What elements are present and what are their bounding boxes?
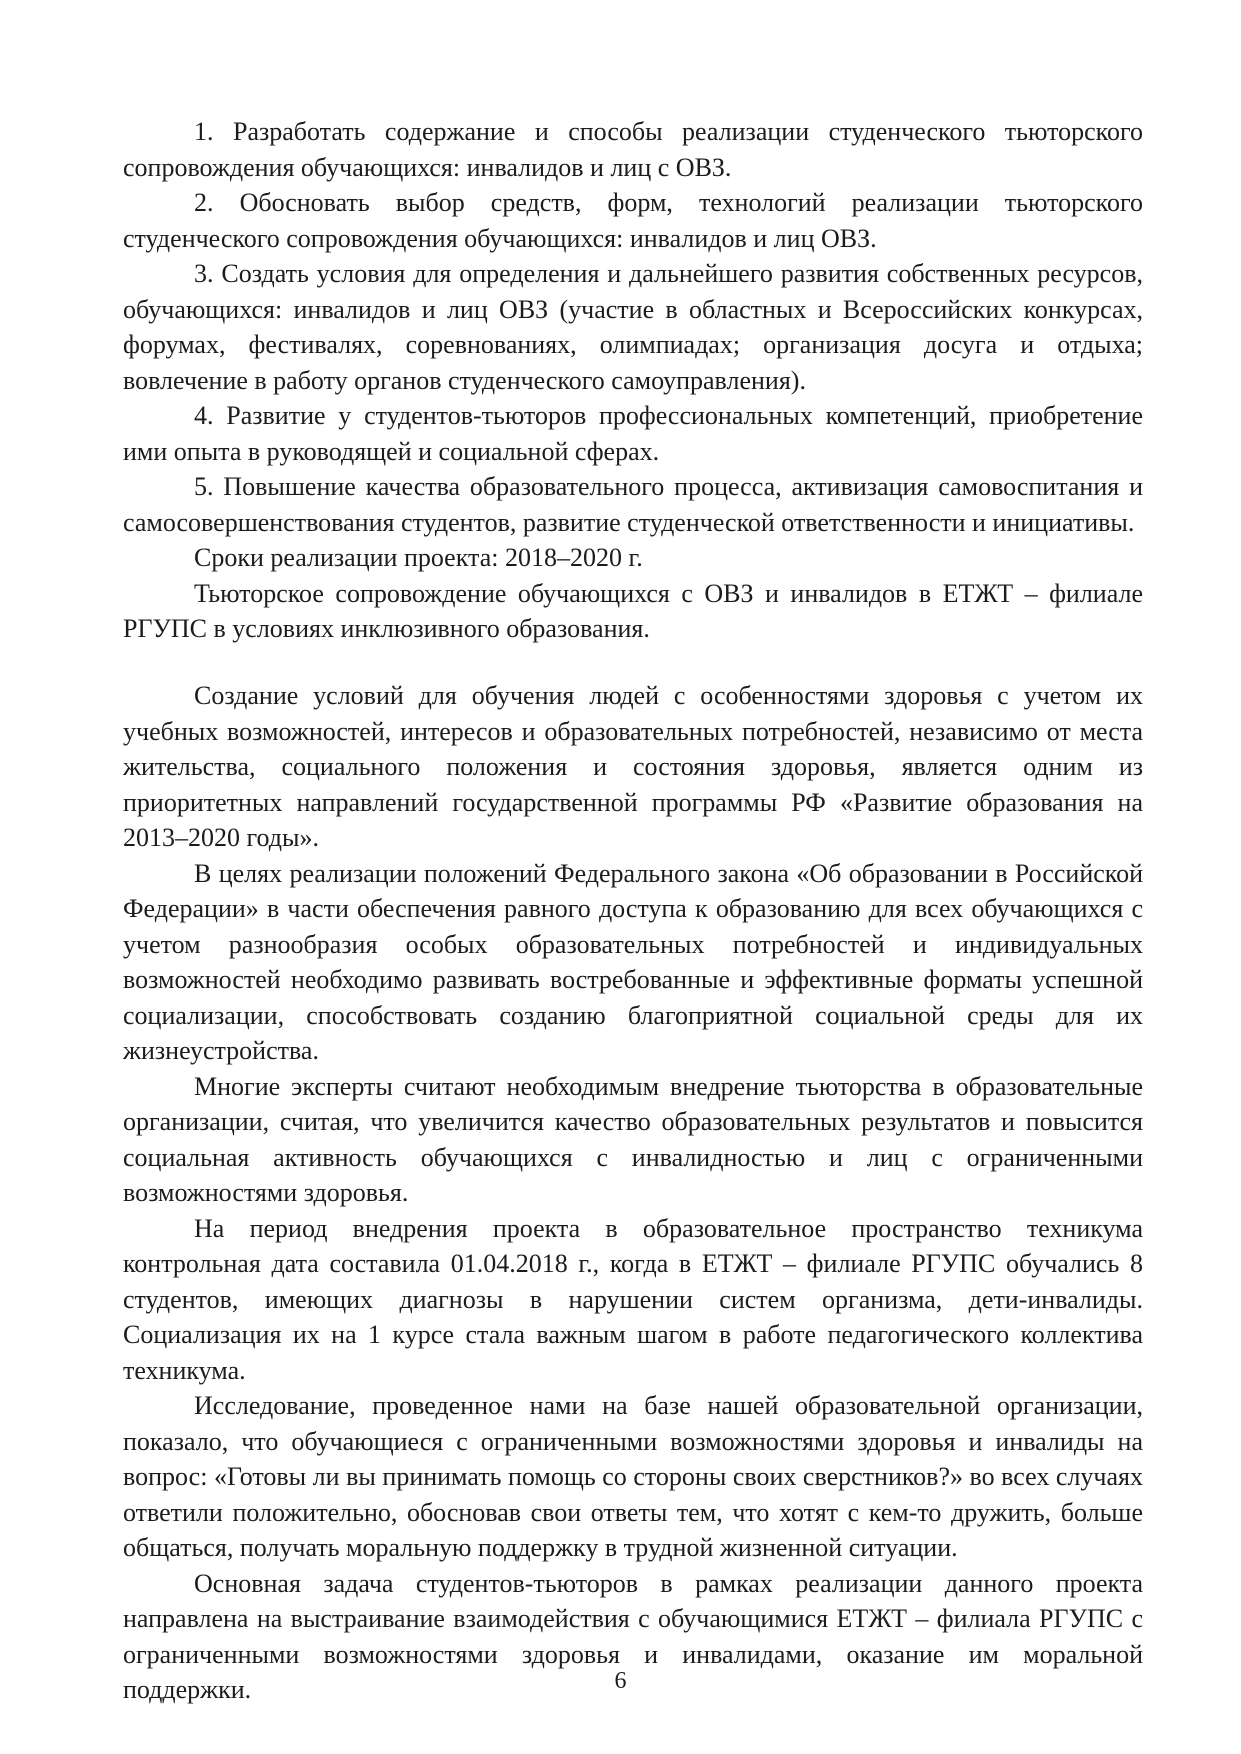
paragraph-federal-law: В целях реализации положений Федерального закона «Об образовании в Российской Федерации» в части обеспечения равного доступа к образованию для всех обучающихся с учетом разнообразия особых образовательных потребностей и индивидуальных возможностей необходимо развивать востребованные и эффективные форматы успешной социализации, способствовать созданию благоприятной социальной среды для их жизнеустройства. [123, 858, 1143, 1065]
paragraph-project-title: Тьюторское сопровождение обучающихся с ОВЗ и инвалидов в ЕТЖТ – филиале РГУПС в условиях инклюзивного образования. [123, 578, 1143, 643]
paragraph-experts: Многие эксперты считают необходимым внедрение тьюторства в образовательные организации, считая, что увеличится качество образовательных результатов и повысится социальная активность обучающихся с инвалидностью и лиц с ограниченными возможностями здоровья. [123, 1071, 1143, 1207]
paragraph-research: Исследование, проведенное нами на базе нашей образовательной организации, показало, что обучающиеся с ограниченными возможностями здоровья и инвалиды на вопрос: «Готовы ли вы принимать помощь со стороны своих сверстников?» во всех случаях ответили положительно, обосновав свои ответы тем, что хотят с кем-то дружить, больше общаться, получать моральную поддержку в трудной жизненной ситуации. [123, 1391, 1143, 1562]
body-text-section-one [123, 114, 1143, 647]
body-text-section-two [123, 678, 1143, 1708]
paragraph-objective-3: 3. Создать условия для определения и дальнейшего развития собственных ресурсов, обучающихся: инвалидов и лиц ОВЗ (участие в областных и Всероссийских конкурсах, форумах, фестивалях, соревнованиях, олимпиадах; организация досуга и отдыха; вовлечение в работу органов студенческого самоуправления). [123, 259, 1143, 395]
page-number: 6 [614, 1668, 627, 1694]
paragraph-conditions: Создание условий для обучения людей с особенностями здоровья с учетом их учебных возможностей, интересов и образовательных потребностей, независимо от места жительства, социального положения и состояния здоровья, является одним из приоритетных направлений государственной программы РФ «Развитие образования на 2013–2020 годы». [123, 681, 1143, 852]
paragraph-objective-1: 1. Разработать содержание и способы реализации студенческого тьюторского сопровождения обучающихся: инвалидов и лиц с ОВЗ. [123, 117, 1143, 182]
paragraph-objective-5: 5. Повышение качества образовательного процесса, активизация самовоспитания и самосовершенствования студентов, развитие студенческой ответственности и инициативы. [123, 472, 1143, 537]
paragraph-implementation-period: На период внедрения проекта в образовательное пространство техникума контрольная дата составила 01.04.2018 г., когда в ЕТЖТ – филиале РГУПС обучались 8 студентов, имеющих диагнозы в нарушении систем организма, дети-инвалиды. Социализация их на 1 курсе стала важным шагом в работе педагогического коллектива техникума. [123, 1213, 1143, 1385]
paragraph-main-task: Основная задача студентов-тьюторов в рамках реализации данного проекта направлена на выстраивание взаимодействия с обучающимися ЕТЖТ – филиала РГУПС с ограниченными возможностями здоровья и инвалидами, оказание им моральной поддержки. [123, 1568, 1143, 1704]
paragraph-objective-4: 4. Развитие у студентов-тьюторов профессиональных компетенций, приобретение ими опыта в руководящей и социальной сферах. [123, 401, 1143, 466]
paragraph-project-timeline: Сроки реализации проекта: 2018–2020 г. [194, 543, 643, 572]
paragraph-objective-2: 2. Обосновать выбор средств, форм, технологий реализации тьюторского студенческого сопровождения обучающихся: инвалидов и лиц ОВЗ. [123, 188, 1143, 253]
